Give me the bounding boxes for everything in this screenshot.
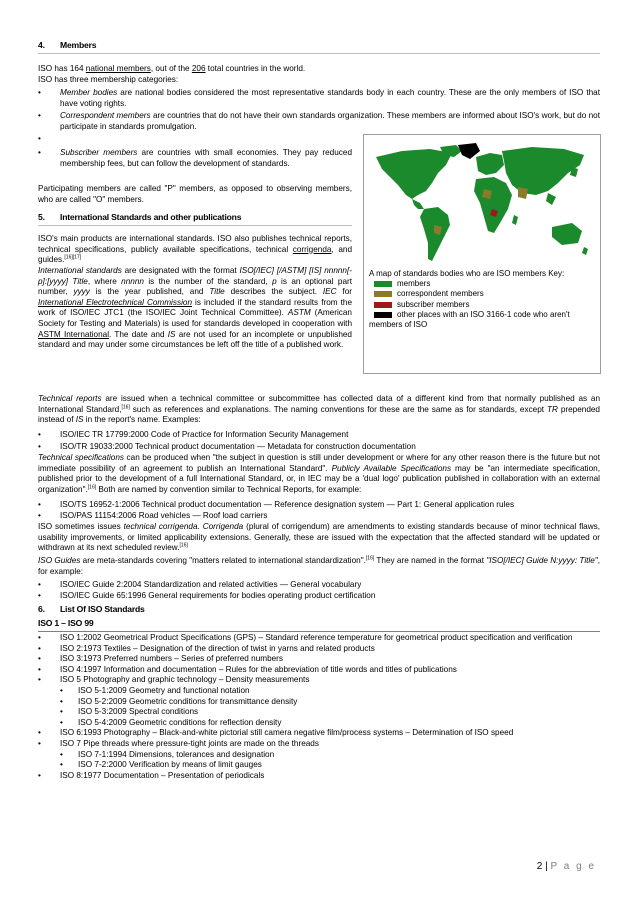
- legend-swatch-members: [374, 281, 392, 287]
- bullet-icon: •: [38, 770, 41, 780]
- list-item: • ISO 5-3:2009 Spectral conditions: [60, 707, 199, 717]
- bullet-icon: •: [38, 430, 41, 439]
- reference-link[interactable]: [16]: [179, 542, 188, 549]
- section-list-heading: 6. List Of ISO Standards: [38, 604, 145, 614]
- publications-p4: Technical specifications can be produced when "the subject in question is still under development or where for any other reason there is the future but not immediate possibility of an agreement to publish an International Standard". Publicly Available Specifications may be "an intermediate specification, published prior to the development of a full International Standard, or, in IEC may be a 'dual logo' publication published in collaboration with an external organization".[16] Both are named by convention similar to Technical Reports, for example:: [38, 453, 600, 494]
- list-item: • ISO 5 Photography and graphic technology – Density measurements: [38, 675, 310, 685]
- page-number: 2: [536, 861, 543, 872]
- list-item: • ISO/TR 19033:2000 Technical product documentation — Metadata for construction documentation: [38, 442, 416, 451]
- bullet-icon: •: [38, 511, 41, 520]
- members-intro-2: ISO has three membership categories:: [38, 75, 179, 84]
- list-item: • ISO/TS 16952-1:2006 Technical product documentation — Reference designation system — Part 1: General application rules: [38, 500, 515, 509]
- map-legend: [369, 269, 591, 330]
- bullet-icon: •: [38, 111, 41, 120]
- publications-p1: ISO's main products are international standards. ISO also publishes technical reports, technical specifications, publicly available specifications, technical corrigenda, and guides.[16][17]: [38, 234, 352, 265]
- section-members-heading: 4. Members: [38, 40, 600, 54]
- reference-link[interactable]: [16]: [365, 555, 375, 562]
- list-item: • ISO 4:1997 Information and documentation – Rules for the abbreviation of title words and titles of publications: [38, 664, 457, 674]
- bullet-icon: •: [38, 738, 41, 748]
- bullet-icon: •: [38, 728, 41, 738]
- list-item: • ISO/IEC TR 17799:2000 Code of Practice for Information Security Management: [38, 430, 349, 439]
- bullet-icon: •: [38, 88, 41, 97]
- reference-link[interactable]: [16]: [121, 403, 130, 410]
- bullet-icon: •: [38, 580, 41, 589]
- publications-p2: International standards are designated with the format ISO[/IEC] [/ASTM] [IS] nnnnn[-p]:[yyyy] Title, where nnnnn is the number of the standard, p is an optional part number, yyyy is the year published, and Title describes the subject. IEC for International Electrotechnical Commission is included if the standard results from the work of ISO/IEC JTC1 (the ISO/IEC Joint Technical Committee). ASTM (American Society for Testing and Materials) is used for standards developed in cooperation with ASTM International. The date and IS are not used for an incomplete or unpublished standard and may under some circumstances be left off the title of a published work.: [38, 266, 352, 350]
- list-item: • ISO 6:1993 Photography – Black-and-white pictorial still camera negative film/process systems – Determination of ISO speed: [38, 728, 514, 738]
- world-map-image: [372, 143, 590, 269]
- bullet-icon: •: [38, 675, 41, 685]
- legend-swatch-correspondent: [374, 291, 392, 297]
- bullet-icon: •: [60, 696, 63, 706]
- bullet-icon: •: [38, 148, 41, 157]
- corrigenda-link[interactable]: corrigenda: [292, 244, 332, 254]
- legend-swatch-subscriber: [374, 302, 392, 308]
- list-item: • ISO 7-2:2000 Verification by means of limit gauges: [60, 760, 262, 770]
- bullet-icon: •: [60, 717, 63, 727]
- legend-swatch-other: [374, 312, 392, 318]
- iso-members-map-figure: [363, 134, 601, 374]
- list-item: • ISO 7 Pipe threads where pressure-tight joints are made on the threads: [38, 738, 319, 748]
- list-item: • ISO 5-4:2009 Geometric conditions for reflection density: [60, 717, 282, 727]
- bullet-icon: •: [38, 442, 41, 451]
- list-item: • ISO 2:1973 Textiles – Designation of the direction of twist in yarns and related products: [38, 643, 375, 653]
- list-item: • ISO 5-1:2009 Geometry and functional notation: [60, 685, 250, 695]
- legend-item: correspondent members: [369, 289, 591, 299]
- bullet-icon: •: [60, 749, 63, 759]
- bullet-icon: •: [38, 664, 41, 674]
- legend-item: members: [369, 279, 591, 289]
- members-intro: ISO has 164 national members, out of the 206 total countries in the world.: [38, 64, 306, 73]
- legend-item: other places with an ISO 3166-1 code who aren't members of ISO: [369, 309, 570, 330]
- list-item: • ISO 8:1977 Documentation – Presentation of periodicals: [38, 770, 265, 780]
- bullet-icon: •: [38, 654, 41, 664]
- publications-p5: ISO sometimes issues technical corrigenda. Corrigenda (plural of corrigendum) are amendments to existing standards because of minor technical flaws, usability improvements, or limited applicability extensions. Generally, these are issued with the expectation that the affected standard will be updated or withdrawn at its next scheduled review.[16]: [38, 522, 600, 553]
- page-label: P a g e: [550, 861, 596, 872]
- bullet-icon: •: [38, 591, 41, 600]
- list-item: • Subscriber members are countries with small economies. They pay reduced membership fees, but can follow the development of standards.: [38, 148, 352, 168]
- iec-link[interactable]: International Electrotechnical Commission: [38, 297, 192, 307]
- page-footer: [300, 862, 596, 873]
- list-item: • ISO 7-1:1994 Dimensions, tolerances and designation: [60, 749, 275, 759]
- bullet-icon: •: [60, 685, 63, 695]
- bullet-icon: •: [38, 134, 41, 143]
- list-item: • Member bodies are national bodies considered the most representative standards body in each country. These are the only members of ISO that have voting rights.: [38, 88, 600, 108]
- list-item: • ISO/IEC Guide 65:1996 General requirements for bodies operating product certification: [38, 591, 376, 600]
- list-item: • ISO 1:2002 Geometrical Product Specifications (GPS) – Standard reference temperature for geometrical product specification and verification: [38, 633, 573, 642]
- list-item: • ISO 5-2:2009 Geometric conditions for transmittance density: [60, 696, 298, 706]
- national-members-link[interactable]: national members: [85, 64, 151, 73]
- list-subheading: ISO 1 – ISO 99: [38, 618, 600, 632]
- reference-link[interactable]: [16][17]: [64, 254, 82, 261]
- bullet-icon: •: [60, 760, 63, 770]
- members-para: Participating members are called "P" members, as opposed to observing members, who are called "O" members.: [38, 184, 352, 204]
- list-item: • ISO/PAS 11154:2006 Road vehicles — Roof load carriers: [38, 511, 268, 520]
- map-caption: A map of standards bodies who are ISO members Key:: [369, 269, 565, 278]
- list-item: • ISO 3:1973 Preferred numbers – Series of preferred numbers: [38, 654, 283, 664]
- legend-item: subscriber members: [369, 300, 591, 310]
- bullet-icon: •: [38, 500, 41, 509]
- section-publications-heading: 5. International Standards and other publications: [38, 212, 352, 226]
- bullet-icon: •: [60, 707, 63, 717]
- countries-link[interactable]: 206: [191, 64, 206, 73]
- iso-standards-list: [38, 633, 600, 781]
- publications-p3: Technical reports are issued when a technical committee or subcommittee has collected data of a different kind from that normally published as an International Standard,[16] such as references and explanations. The naming conventions for these are the same as for standards, except TR prepended instead of IS in the report's name. Examples:: [38, 394, 600, 425]
- astm-link[interactable]: ASTM International: [38, 329, 110, 339]
- bullet-icon: •: [38, 643, 41, 653]
- bullet-icon: •: [38, 633, 41, 642]
- list-item: • Correspondent members are countries that do not have their own standards organization. These members are informed about ISO's work, but do not participate in standards promulgation.: [38, 111, 601, 131]
- list-item: • ISO/IEC Guide 2:2004 Standardization and related activities — General vocabulary: [38, 580, 362, 589]
- publications-p6: ISO Guides are meta-standards covering "matters related to international standardization".[16] They are named in the format "ISO[/IEC] Guide N:yyyy: Title", for example:: [38, 555, 600, 576]
- page-separator: |: [545, 861, 548, 872]
- reference-link[interactable]: [16]: [87, 484, 97, 491]
